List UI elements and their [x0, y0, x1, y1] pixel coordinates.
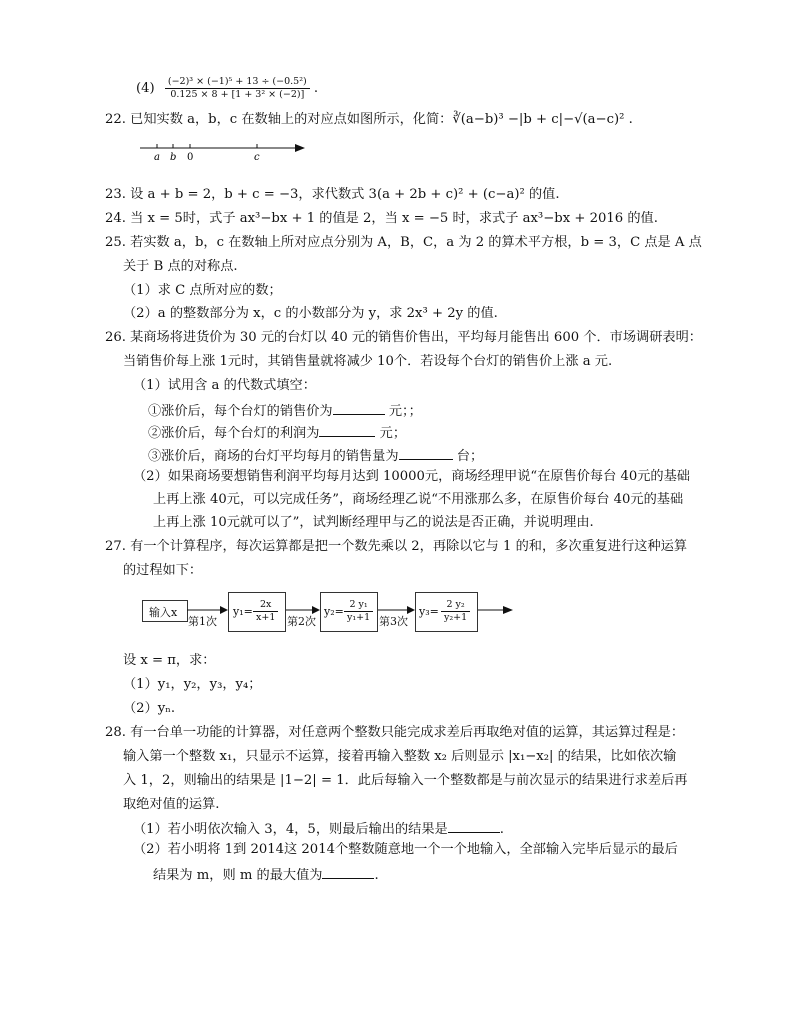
q24-text: 24. 当 x = 5时，式子 ax³−bx + 1 的值是 2，当 x = −5 时，求式子 ax³−bx + 2016 的值. — [105, 211, 658, 226]
q28-sub1 — [133, 818, 504, 839]
q26-line2: 当销售价每上涨 1元时，其销售量就将减少 10个．若设每个台灯的销售价上涨 a 元. — [123, 354, 613, 369]
q26-choice1-unit: 元；； — [388, 404, 422, 419]
q21-part4-period: . — [313, 81, 319, 96]
q26-sub1: （1）试用含 a 的代数式填空： — [133, 378, 316, 393]
q28-sub2-text: 结果为 m，则 m 的最大值为 — [153, 868, 323, 883]
q25-sub2: （2）a 的整数部分为 x，c 的小数部分为 y，求 2x³ + 2y 的值. — [123, 306, 498, 321]
flow-box-3 — [415, 592, 478, 632]
flow-box-2-num: 2 y₁ — [344, 599, 373, 612]
axis-label-0: 0 — [187, 152, 194, 163]
flow-step-1: 第1次 — [188, 615, 217, 628]
q26-choice3 — [148, 445, 483, 466]
flow-box-1 — [228, 592, 286, 632]
q25-sub1: （1）求 C 点所对应的数； — [123, 283, 282, 298]
q28-sub1-blank — [448, 818, 500, 833]
flow-box-1-lhs: y₁= — [233, 605, 253, 618]
flow-box-3-fraction — [441, 599, 470, 624]
q26-choice2 — [148, 422, 406, 443]
flow-step-3: 第3次 — [379, 615, 408, 628]
q28-line1: 28. 有一台单一功能的计算器，对任意两个整数只能完成求差后再取绝对值的运算，其运算过程是： — [105, 725, 685, 740]
q21-part4-fraction — [165, 76, 310, 101]
flow-box-2-lhs: y₂= — [324, 605, 344, 618]
q25-line1: 25. 若实数 a，b，c 在数轴上所对应点分别为 A，B，C，a 为 2 的算术平方根，b = 3，C 点是 A 点 — [105, 235, 702, 250]
q27-line1: 27. 有一个计算程序，每次运算都是把一个数先乘以 2，再除以它与 1 的和，多次重复进行这种运算 — [105, 539, 688, 554]
q22-number-line — [135, 138, 315, 164]
flow-box-1-fraction — [253, 599, 278, 624]
flow-box-2 — [320, 592, 378, 632]
flow-box-2-den: y₁+1 — [347, 612, 371, 623]
flow-box-1-den: x+1 — [256, 612, 276, 623]
q28-sub2-blank — [322, 864, 374, 879]
q25-line2: 关于 B 点的对称点. — [123, 259, 238, 274]
q26-sub2-line1: （2）如果商场要想销售利润平均每月达到 10000元，商场经理甲说“在原售价每台 40元的基础 — [133, 469, 690, 484]
q28-sub1-period: . — [499, 822, 504, 837]
q21-part4-label: (4) — [136, 81, 155, 96]
q21-part4 — [136, 76, 318, 101]
q26-choice3-text: ③涨价后，商场的台灯平均每月的销售量为 — [148, 449, 399, 464]
q23-text: 23. 设 a + b = 2，b + c = −3，求代数式 3(a + 2b + c)² + (c−a)² 的值. — [105, 187, 560, 202]
q28-line3: 入 1，2，则输出的结果是 |1−2| = 1．此后每输入一个整数都是与前次显示的结果进行求差后再 — [123, 773, 688, 788]
q26-choice1 — [148, 400, 422, 421]
q28-sub2-line2 — [153, 864, 379, 885]
q26-sub2-line2: 上再上涨 40元，可以完成任务”，商场经理乙说“不用涨那么多，在原售价每台 40元的基础 — [153, 492, 684, 507]
q21-part4-numerator: (−2)³ × (−1)⁵ + 13 ÷ (−0.5²) — [165, 76, 310, 89]
q27-flow-diagram — [140, 590, 520, 640]
flow-box-2-fraction — [344, 599, 373, 624]
q26-choice2-text: ②涨价后，每个台灯的利润为 — [148, 426, 320, 441]
axis-label-c: c — [254, 152, 260, 163]
flow-arrow-1-head-icon — [220, 606, 228, 614]
flow-box-1-num: 2x — [253, 599, 278, 612]
q28-sub2-line1: （2）若小明将 1到 2014这 2014个整数随意地一个一个地输入，全部输入完毕后显示的最后 — [133, 842, 678, 857]
q28-line4: 取绝对值的运算. — [123, 797, 220, 812]
q26-choice2-unit: 元； — [379, 426, 407, 441]
axis-label-a: a — [154, 152, 160, 163]
q22-text: 22. 已知实数 a，b，c 在数轴上的对应点如图所示，化简：∛(a−b)³ −|b + c|−√(a−c)² . — [105, 112, 633, 127]
q21-part4-denominator: 0.125 × 8 + [1 + 3² × (−2)] — [170, 89, 305, 100]
flow-input-label: 输入x — [149, 606, 178, 619]
q28-sub2-period: . — [374, 868, 379, 883]
q27-let: 设 x = π，求： — [123, 653, 216, 668]
q27-sub2: （2）yₙ. — [123, 701, 176, 716]
q26-choice3-blank — [399, 445, 453, 460]
flow-box-3-den: y₂+1 — [444, 612, 468, 623]
flow-box-3-lhs: y₃= — [419, 605, 439, 618]
q26-choice3-unit: 台； — [456, 449, 484, 464]
flow-arrow-4-head-icon — [503, 606, 513, 614]
axis-label-b: b — [170, 152, 177, 163]
flow-step-2: 第2次 — [287, 615, 316, 628]
flow-arrow-3-head-icon — [407, 606, 415, 614]
q26-choice1-blank — [333, 400, 385, 415]
q28-sub1-text: （1）若小明依次输入 3，4，5，则最后输出的结果是 — [133, 822, 448, 837]
q26-choice1-text: ①涨价后，每个台灯的销售价为 — [148, 404, 333, 419]
q26-line1: 26. 某商场将进货价为 30 元的台灯以 40 元的销售价售出，平均每月能售出 600 个．市场调研表明： — [105, 330, 702, 345]
q27-line2: 的过程如下： — [123, 563, 203, 578]
q26-choice2-blank — [319, 422, 375, 437]
number-line-arrow-icon — [295, 144, 305, 152]
q26-sub2-line3: 上再上涨 10元就可以了”，试判断经理甲与乙的说法是否正确，并说明理由. — [153, 515, 594, 530]
flow-box-3-num: 2 y₂ — [441, 599, 470, 612]
q28-line2: 输入第一个整数 x₁，只显示不运算，接着再输入整数 x₂ 后则显示 |x₁−x₂| 的结果，比如依次输 — [123, 749, 677, 764]
q27-sub1: （1）y₁，y₂，y₃，y₄； — [123, 677, 262, 692]
